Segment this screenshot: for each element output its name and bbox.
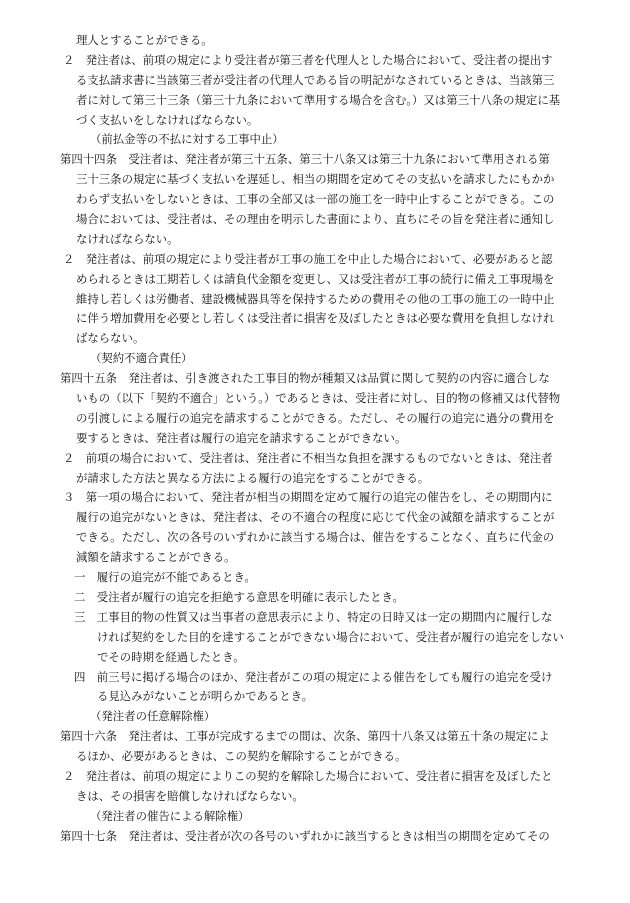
- text-line: 場合においては、受注者は、その理由を明示した書面により、直ちにその旨を発注者に通知し: [76, 212, 555, 227]
- text-line: に伴う増加費用を必要とし若しくは受注者に損害を及ぼしたときは必要な費用を負担しなけれ: [76, 311, 555, 326]
- paragraph-2: ２ 発注者は、前項の規定によりこの契約を解除した場合において、受注者に損害を及ぼしたと: [63, 768, 553, 783]
- text-line: 減額を請求することができる。: [76, 550, 236, 565]
- text-line: いもの（以下「契約不適合」という。）であるときは、受注者に対し、目的物の修補又は代替物: [76, 391, 561, 406]
- text-line: 要するときは、発注者は履行の追完を請求することができない。: [76, 430, 407, 445]
- item-4: 四 前三号に掲げる場合のほか、発注者がこの項の規定による催告をしても履行の追完を受け: [74, 669, 553, 684]
- article-44: 第四十四条 受注者は、発注者が第三十五条、第三十八条又は第三十九条において準用される第: [60, 152, 550, 167]
- text-line: められるときは工期若しくは請負代金額を変更し、又は受注者が工事の続行に備え工事現場を: [76, 271, 555, 286]
- text-line: わらず支払いをしないときは、工事の全部又は一部の施工を一時中止することができる。この: [76, 192, 555, 207]
- section-heading: （前払金等の不払に対する工事中止）: [90, 132, 284, 147]
- text-line: できる。ただし、次の各号のいずれかに該当する場合は、催告をすることなく、直ちに代金の: [76, 530, 555, 545]
- text-line: 維持し若しくは労働者、建設機械器具等を保持するための費用その他の工事の施工の一時中止: [76, 291, 555, 306]
- paragraph-2: ２ 発注者は、前項の規定により受注者が工事の施工を中止した場合において、必要があると認: [63, 251, 553, 266]
- paragraph-2: ２ 前項の場合において、受注者は、発注者に不相当な負担を課するものでないときは、発注者: [63, 450, 553, 465]
- text-line: きは、その損害を賠償しなければならない。: [76, 788, 304, 803]
- item-1: 一 履行の追完が不能であるとき。: [74, 570, 256, 585]
- text-line: 三十三条の規定に基づく支払いを遅延し、相当の期間を定めてその支払いを請求したにもかか: [76, 172, 555, 187]
- text-line: 理人とすることができる。: [76, 33, 213, 47]
- text-line: なければならない。: [76, 231, 179, 246]
- text-line: でその時期を経過したとき。: [97, 649, 245, 664]
- article-45: 第四十五条 発注者は、引き渡された工事目的物が種類又は品質に関して契約の内容に適合しな: [60, 371, 550, 386]
- section-heading: （発注者の催告による解除権）: [90, 808, 250, 823]
- section-heading: （発注者の任意解除権）: [90, 709, 216, 724]
- section-heading: （契約不適合責任）: [90, 351, 193, 366]
- text-line: づく支払いをしなければならない。: [76, 112, 259, 127]
- paragraph-3: ３ 第一項の場合において、発注者が相当の期間を定めて履行の追完の催告をし、その期間内に: [63, 490, 553, 505]
- text-line: の引渡しによる履行の追完を請求することができる。ただし、その履行の追完に過分の費用を: [76, 410, 555, 425]
- text-line: る支払請求書に当該第三者が受注者の代理人である旨の明記がなされているときは、当該第三: [76, 72, 555, 87]
- text-line: ばならない。: [76, 331, 145, 346]
- item-2: 二 受注者が履行の追完を拒絶する意思を明確に表示したとき。: [74, 589, 404, 604]
- item-3: 三 工事目的物の性質又は当事者の意思表示により、特定の日時又は一定の期間内に履行しな: [74, 609, 553, 624]
- paragraph-2: ２ 発注者は、前項の規定により受注者が第三者を代理人とした場合において、受注者の提出す: [63, 52, 553, 67]
- article-47: 第四十七条 発注者は、受注者が次の各号のいずれかに該当するときは相当の期間を定めてその: [60, 828, 550, 843]
- text-line: 者に対して第三十三条（第三十九条において準用する場合を含む。）又は第三十八条の規定に基: [76, 92, 561, 107]
- text-line: が請求した方法と異なる方法による履行の追完をすることができる。: [76, 470, 430, 485]
- text-line: 履行の追完がないときは、発注者は、その不適合の程度に応じて代金の減額を請求することが: [76, 510, 555, 525]
- text-line: ければ契約をした目的を達することができない場合において、受注者が履行の追完をしない: [97, 629, 564, 644]
- text-line: る見込みがないことが明らかであるとき。: [97, 689, 313, 704]
- article-46: 第四十六条 発注者は、工事が完成するまでの間は、次条、第四十八条又は第五十条の規定によ: [60, 729, 550, 744]
- text-line: るほか、必要があるときは、この契約を解除することができる。: [76, 749, 407, 764]
